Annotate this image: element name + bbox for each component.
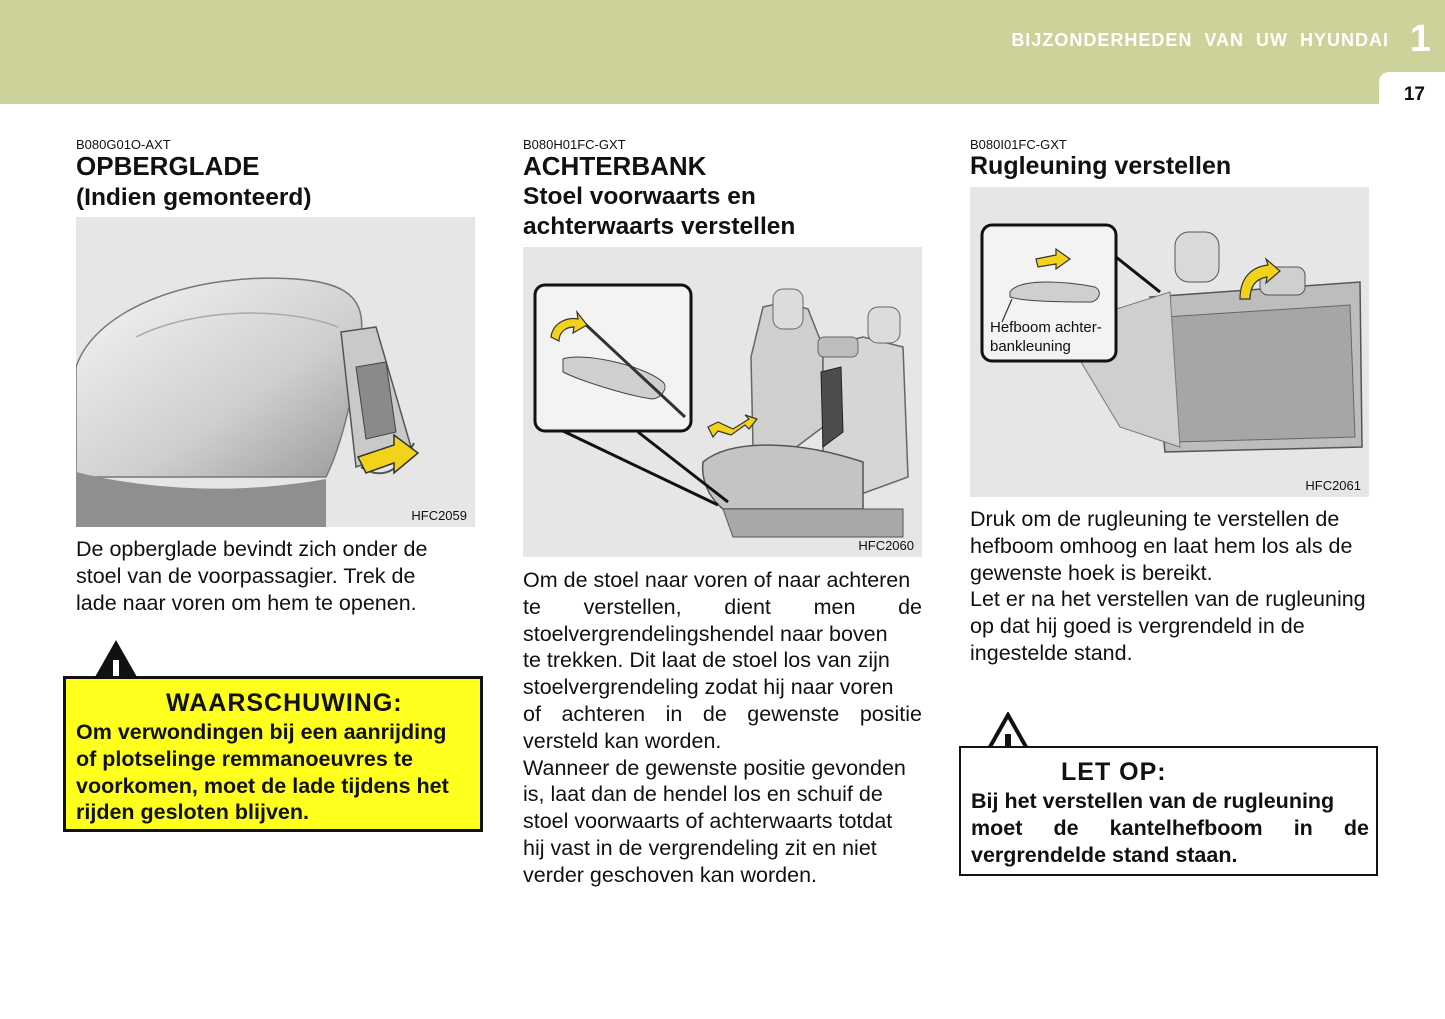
col3-body-line: gewenste hoek is bereikt. [970, 560, 1213, 585]
page-header [0, 0, 1445, 104]
col1-code: B080G01O-AXT [76, 137, 171, 152]
col2-body-line: Om de stoel naar voren of naar achteren [523, 568, 911, 592]
col3-body-line: op dat hij goed is vergrendeld in de [970, 614, 1305, 639]
section-title: BIJZONDERHEDEN VAN UW HYUNDAI [1011, 30, 1389, 50]
col1-body-line: lade naar voren om hem te openen. [76, 590, 417, 615]
caution-title: LET OP: [1061, 758, 1167, 786]
col3-body-line: Druk om de rugleuning te verstellen de [970, 507, 1340, 531]
col2-body [523, 567, 922, 889]
col2-body-line: verder geschoven kan worden. [523, 862, 818, 887]
warning-text [76, 719, 471, 826]
caution-line: Bij het verstellen van de rugleuning [971, 789, 1335, 813]
lever-label-line: bankleuning [990, 338, 1071, 355]
col2-code: B080H01FC-GXT [523, 137, 626, 152]
col2-body-line: te verstellen, dient men de [523, 594, 922, 619]
col3-body [970, 506, 1369, 667]
warning-line: voorkomen, moet de lade tijdens het [76, 773, 449, 798]
figure-code-2061: HFC2061 [1305, 478, 1361, 493]
caution-box [959, 746, 1378, 876]
caution-text [971, 788, 1369, 868]
col2-subtitle-2: achterwaarts verstellen [523, 213, 796, 240]
caution-line: vergrendelde stand staan. [971, 842, 1238, 867]
col2-body-line: Wanneer de gewenste positie gevonden [523, 755, 906, 780]
col1-body-line: stoel van de voorpassagier. Trek de [76, 563, 416, 588]
col2-body-line: is, laat dan de hendel los en schuif de [523, 782, 883, 807]
chapter-number: 1 [1409, 18, 1431, 60]
page-number: 17 [1403, 84, 1425, 105]
warning-line: Om verwondingen bij een aanrijding [76, 720, 447, 744]
col2-body-line: te trekken. Dit laat de stoel los van zijn [523, 648, 890, 673]
col2-body-line: hij vast in de vergrendeling zit en niet [523, 835, 877, 860]
warning-line: rijden gesloten blijven. [76, 800, 309, 825]
col1-body-line: De opberglade bevindt zich onder de [76, 537, 428, 561]
drawer-illustration [76, 217, 475, 527]
col2-body-line: stoelvergrendelingshendel naar boven [523, 621, 888, 646]
warning-box [63, 676, 483, 832]
lever-label [990, 318, 1102, 356]
col2-body-line: of achteren in de gewenste positie [523, 701, 922, 726]
lever-label-line: Hefboom achter- [990, 319, 1102, 336]
col3-title: Rugleuning verstellen [970, 152, 1232, 180]
col2-body-line: versteld kan worden. [523, 728, 722, 753]
col3-code: B080I01FC-GXT [970, 137, 1067, 152]
col3-body-line: hefboom omhoog en laat hem los als de [970, 533, 1353, 558]
figure-glovebox-drawer [76, 217, 475, 527]
slide-arrow-icon [708, 415, 757, 437]
detail-inset [535, 285, 691, 431]
figure-code-2059: HFC2059 [411, 508, 467, 523]
rear-seat-illustration [523, 247, 922, 557]
caution-line: moet de kantelhefboom in de [971, 815, 1369, 840]
warning-line: of plotselinge remmanoeuvres te [76, 746, 413, 771]
col1-body [76, 536, 475, 616]
col2-subtitle-1: Stoel voorwaarts en [523, 183, 756, 210]
col1-subtitle: (Indien gemonteerd) [76, 184, 312, 211]
figure-code-2060: HFC2060 [858, 538, 914, 553]
col2-title: ACHTERBANK [523, 151, 707, 181]
figure-rear-seat-slide [523, 247, 922, 557]
warning-title: WAARSCHUWING: [166, 689, 403, 717]
figure-backrest-adjust [970, 187, 1369, 497]
col3-body-line: ingestelde stand. [970, 640, 1133, 665]
col2-body-line: stoel voorwaarts of achterwaarts totdat [523, 809, 893, 834]
col3-body-line: Let er na het verstellen van de rugleuning [970, 587, 1366, 612]
col1-title: OPBERGLADE [76, 151, 260, 181]
col2-body-line: stoelvergrendeling zodat hij naar voren [523, 675, 894, 700]
